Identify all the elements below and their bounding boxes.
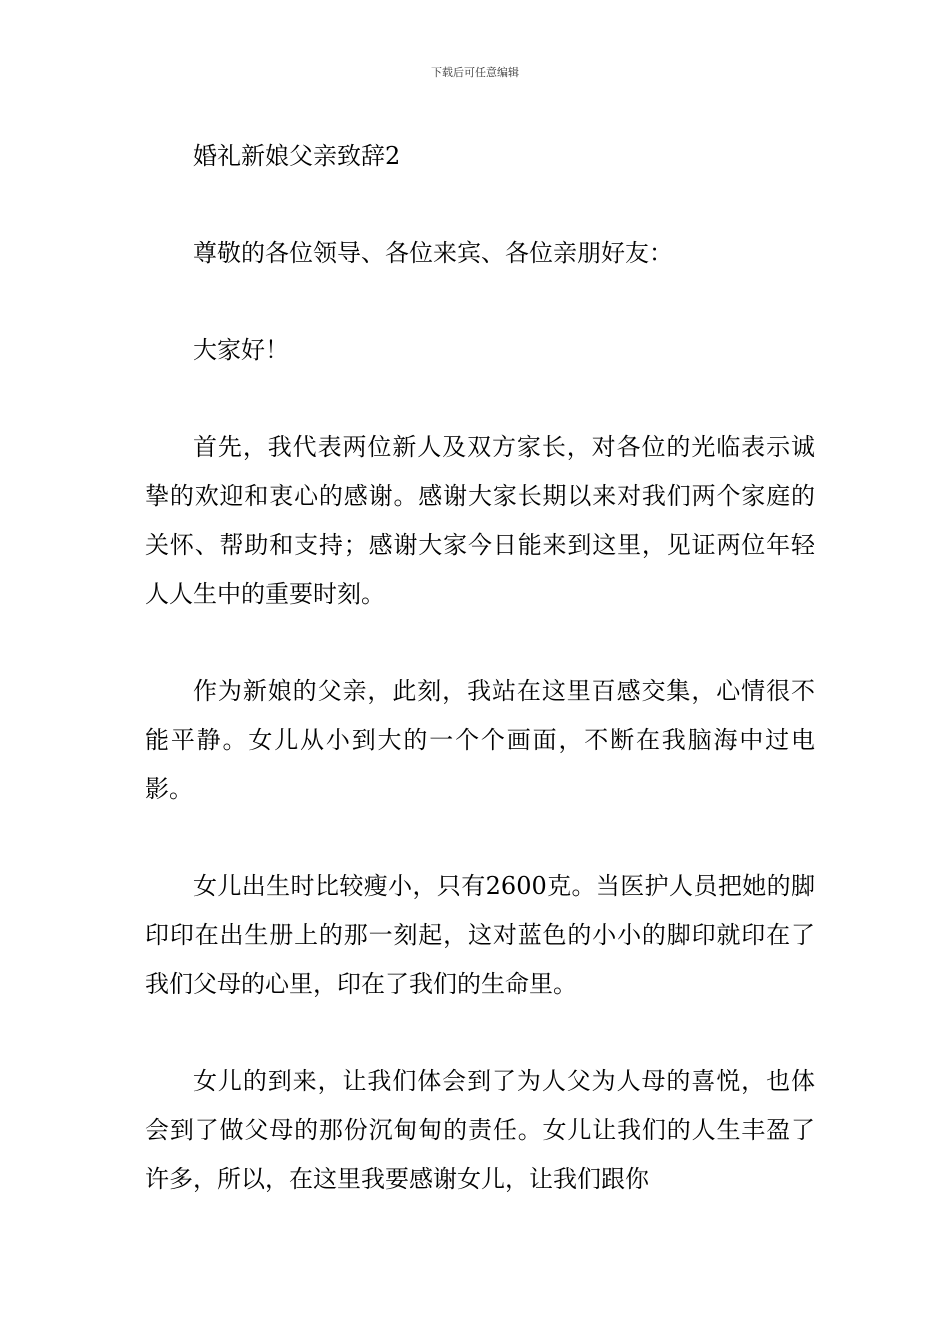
document-body	[145, 132, 815, 1204]
paragraph: 作为新娘的父亲，此刻，我站在这里百感交集，心情很不能平静。女儿从小到大的一个个画面，不断在我脑海中过电影。	[145, 677, 815, 803]
document-title: 婚礼新娘父亲致辞2	[193, 142, 401, 170]
paragraph-gap	[145, 814, 815, 862]
paragraph: 女儿出生时比较瘦小，只有2600克。当医护人员把她的脚印印在出生册上的那一刻起，这对蓝色的小小的脚印就印在了我们父母的心里，印在了我们的生命里。	[145, 872, 815, 998]
paragraph: 女儿的到来，让我们体会到了为人父为人母的喜悦，也体会到了做父母的那份沉甸甸的责任。女儿让我们的人生丰盈了许多，所以，在这里我要感谢女儿，让我们跟你	[145, 1067, 815, 1193]
paragraph-gap	[145, 375, 815, 423]
paragraph-gap	[145, 181, 815, 229]
greeting: 大家好！	[193, 336, 289, 364]
page-header-note: 下载后可任意编辑	[431, 66, 519, 79]
salutation: 尊敬的各位领导、各位来宾、各位亲朋好友：	[193, 239, 673, 267]
paragraph-gap	[145, 1009, 815, 1057]
paragraph: 首先，我代表两位新人及双方家长，对各位的光临表示诚挚的欢迎和衷心的感谢。感谢大家长期以来对我们两个家庭的关怀、帮助和支持；感谢大家今日能来到这里，见证两位年轻人人生中的重要时刻。	[145, 433, 815, 608]
paragraph-gap	[145, 619, 815, 667]
paragraph-gap	[145, 278, 815, 326]
